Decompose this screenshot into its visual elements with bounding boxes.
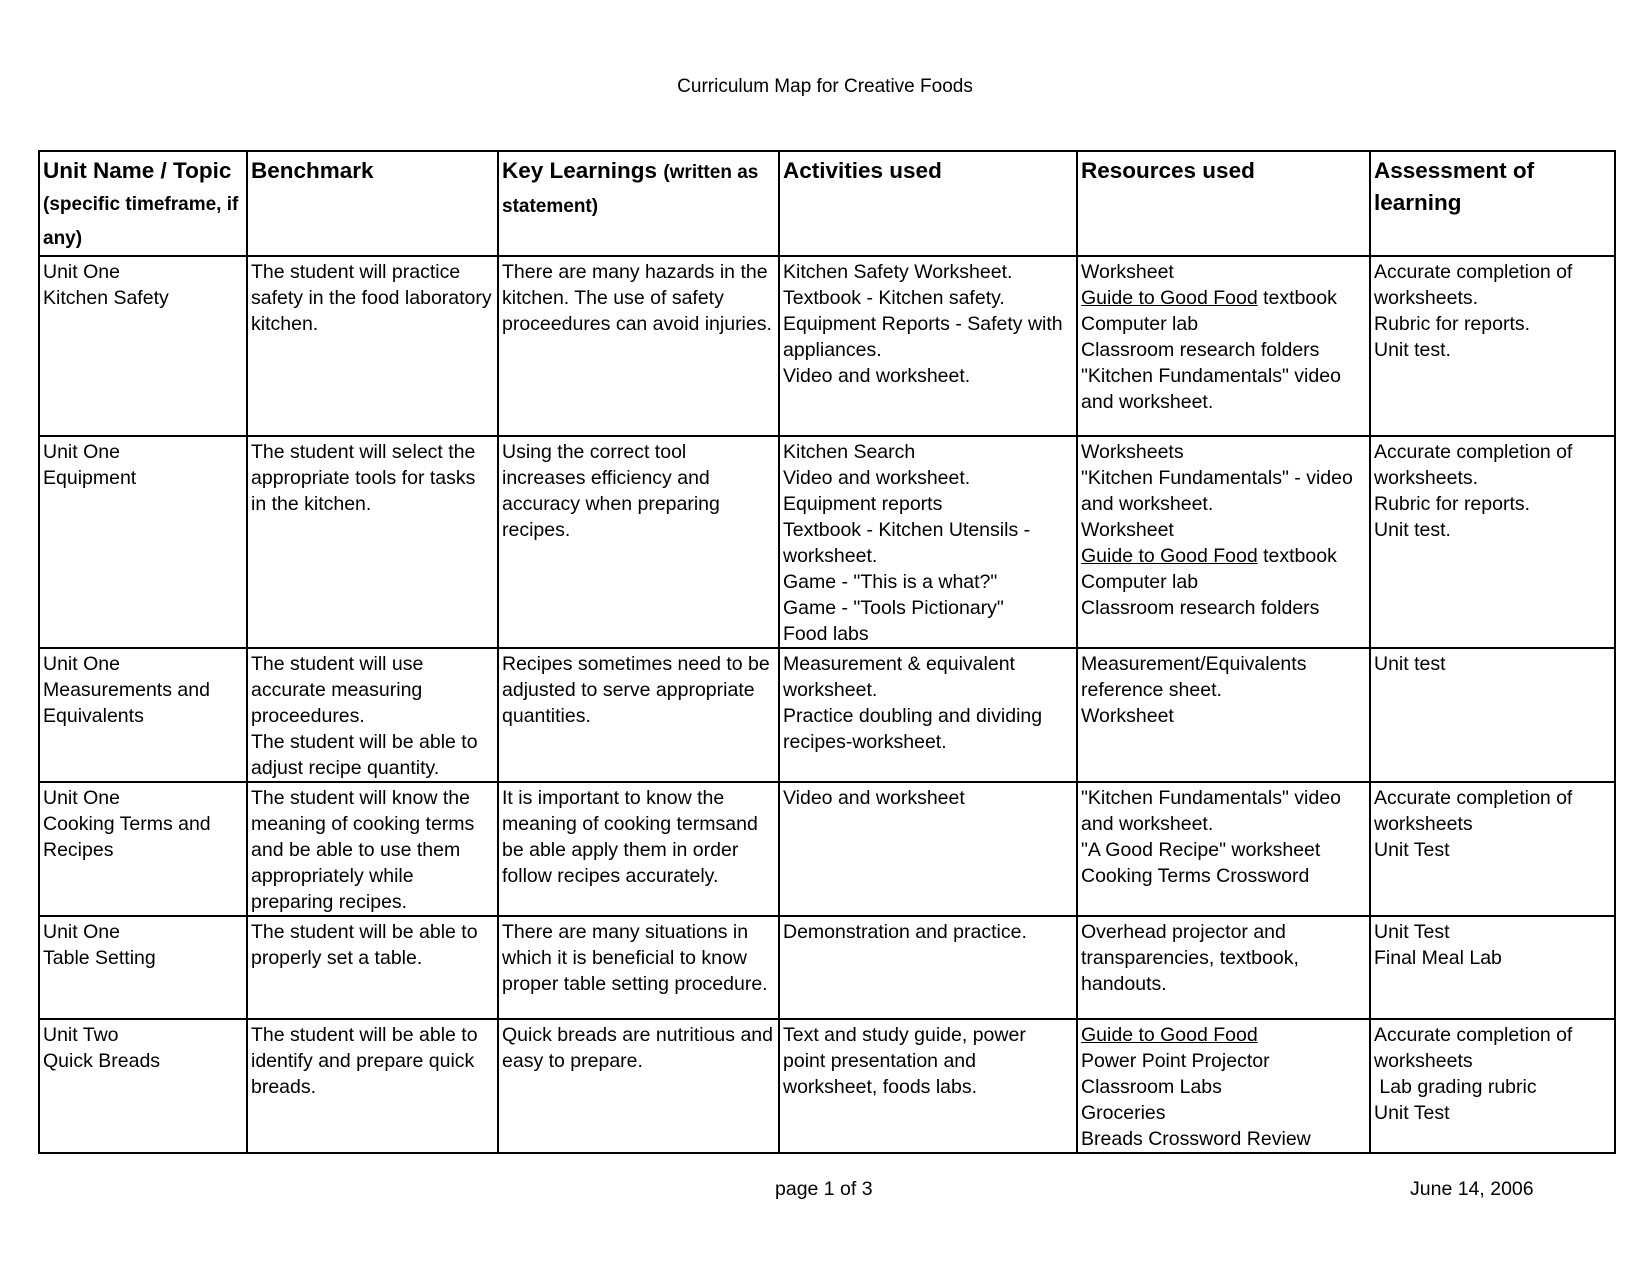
unit-number: Unit One bbox=[43, 441, 120, 463]
cell-key-learnings bbox=[498, 256, 779, 436]
resource-item: Classroom research folders bbox=[1081, 339, 1320, 361]
resource-item: Groceries bbox=[1081, 1102, 1166, 1124]
cell-activities bbox=[779, 256, 1077, 436]
cell-activities bbox=[779, 648, 1077, 782]
header-key-learnings bbox=[498, 151, 779, 256]
header-resources-main: Resources used bbox=[1081, 158, 1255, 183]
cell-resources bbox=[1077, 782, 1370, 916]
resource-item: Computer lab bbox=[1081, 313, 1199, 335]
cell-benchmark bbox=[247, 782, 498, 916]
resource-item bbox=[1081, 285, 1366, 311]
activity-item: Textbook - Kitchen Utensils - worksheet. bbox=[783, 519, 1031, 567]
activity-item: Equipment reports bbox=[783, 493, 943, 515]
resource-item: Worksheets bbox=[1081, 441, 1184, 463]
activity-item: Text and study guide, power point presentation and worksheet, foods labs. bbox=[783, 1024, 1026, 1098]
page-number: page 1 of 3 bbox=[775, 1178, 873, 1200]
cell-resources bbox=[1077, 1019, 1370, 1153]
assessment-item: Unit Test bbox=[1374, 921, 1450, 943]
key-learnings-text: There are many hazards in the kitchen. The use of safety proceedures can avoid injuries. bbox=[502, 261, 772, 335]
key-learnings-text: There are many situations in which it is beneficial to know proper table setting procedure. bbox=[502, 921, 768, 995]
cell-assessment bbox=[1370, 436, 1615, 648]
benchmark-text: The student will be able to adjust recipe quantity. bbox=[251, 731, 478, 779]
resource-item: Overhead projector and transparencies, textbook, handouts. bbox=[1081, 921, 1299, 995]
resource-item: Worksheet bbox=[1081, 519, 1174, 541]
cell-key-learnings bbox=[498, 648, 779, 782]
resource-item: Cooking Terms Crossword bbox=[1081, 865, 1310, 887]
resource-item: Power Point Projector bbox=[1081, 1050, 1270, 1072]
benchmark-text: The student will use accurate measuring proceedures. bbox=[251, 653, 424, 727]
table-header-row bbox=[39, 151, 1615, 256]
unit-topic: Table Setting bbox=[43, 947, 156, 969]
activity-item: Kitchen Search bbox=[783, 441, 916, 463]
cell-unit bbox=[39, 782, 247, 916]
cell-benchmark bbox=[247, 648, 498, 782]
header-unit-name-note: (specific timeframe, if any) bbox=[43, 194, 239, 249]
activity-item: Equipment Reports - Safety with appliances. bbox=[783, 313, 1063, 361]
header-unit-name-main: Unit Name / Topic bbox=[43, 158, 232, 183]
activity-item: Textbook - Kitchen safety. bbox=[783, 287, 1005, 309]
key-learnings-text: Using the correct tool increases efficiency and accuracy when preparing recipes. bbox=[502, 441, 720, 541]
assessment-item: Final Meal Lab bbox=[1374, 947, 1502, 969]
assessment-item: Lab grading rubric bbox=[1374, 1076, 1537, 1098]
resource-item: "Kitchen Fundamentals" video and worksheet. bbox=[1081, 787, 1341, 835]
cell-resources bbox=[1077, 916, 1370, 1019]
cell-activities bbox=[779, 916, 1077, 1019]
curriculum-table bbox=[38, 150, 1616, 1154]
cell-key-learnings bbox=[498, 1019, 779, 1153]
activity-item: Food labs bbox=[783, 623, 869, 645]
unit-topic: Cooking Terms and Recipes bbox=[43, 813, 211, 861]
key-learnings-text: Quick breads are nutritious and easy to prepare. bbox=[502, 1024, 773, 1072]
unit-number: Unit One bbox=[43, 261, 120, 283]
cell-key-learnings bbox=[498, 782, 779, 916]
book-suffix: textbook bbox=[1257, 545, 1337, 567]
cell-unit bbox=[39, 1019, 247, 1153]
book-title: Guide to Good Food bbox=[1081, 545, 1258, 567]
assessment-item: Unit test bbox=[1374, 653, 1446, 675]
table-row-equipment bbox=[39, 436, 1615, 648]
cell-assessment bbox=[1370, 1019, 1615, 1153]
resource-item bbox=[1081, 543, 1366, 569]
header-activities-main: Activities used bbox=[783, 158, 942, 183]
cell-benchmark bbox=[247, 436, 498, 648]
assessment-item: Unit test. bbox=[1374, 339, 1451, 361]
table-row-kitchen-safety bbox=[39, 256, 1615, 436]
resource-item: Worksheet bbox=[1081, 705, 1174, 727]
resource-item: Classroom research folders bbox=[1081, 597, 1320, 619]
cell-activities bbox=[779, 436, 1077, 648]
activity-item: Game - "Tools Pictionary" bbox=[783, 597, 1004, 619]
cell-assessment bbox=[1370, 648, 1615, 782]
activity-item: Video and worksheet. bbox=[783, 467, 971, 489]
assessment-item: Rubric for reports. bbox=[1374, 493, 1531, 515]
cell-activities bbox=[779, 1019, 1077, 1153]
unit-number: Unit Two bbox=[43, 1024, 119, 1046]
cell-unit bbox=[39, 256, 247, 436]
benchmark-text: The student will know the meaning of cooking terms and be able to use them appropriately while preparing recipes. bbox=[251, 787, 475, 913]
document-date: June 14, 2006 bbox=[1410, 1178, 1534, 1200]
book-title: Guide to Good Food bbox=[1081, 287, 1258, 309]
assessment-item: Accurate completion of worksheets. bbox=[1374, 441, 1573, 489]
header-assessment bbox=[1370, 151, 1615, 256]
assessment-item: Unit test. bbox=[1374, 519, 1451, 541]
book-suffix: textbook bbox=[1257, 287, 1337, 309]
table-row-measurements bbox=[39, 648, 1615, 782]
table-row-table-setting bbox=[39, 916, 1615, 1019]
header-resources bbox=[1077, 151, 1370, 256]
table-row-quick-breads bbox=[39, 1019, 1615, 1153]
cell-benchmark bbox=[247, 916, 498, 1019]
resource-item: Classroom Labs bbox=[1081, 1076, 1222, 1098]
assessment-item: Unit Test bbox=[1374, 1102, 1450, 1124]
key-learnings-text: Recipes sometimes need to be adjusted to serve appropriate quantities. bbox=[502, 653, 770, 727]
activity-item: Practice doubling and dividing recipes-worksheet. bbox=[783, 705, 1043, 753]
activity-item: Game - "This is a what?" bbox=[783, 571, 998, 593]
cell-resources bbox=[1077, 648, 1370, 782]
document-title: Curriculum Map for Creative Foods bbox=[677, 76, 973, 97]
assessment-item: Accurate completion of worksheets bbox=[1374, 787, 1573, 835]
benchmark-text: The student will be able to properly set a table. bbox=[251, 921, 478, 969]
activity-item: Video and worksheet bbox=[783, 787, 965, 809]
resource-item: Guide to Good Food bbox=[1081, 1024, 1258, 1046]
unit-topic: Kitchen Safety bbox=[43, 287, 169, 309]
unit-topic: Equipment bbox=[43, 467, 137, 489]
cell-benchmark bbox=[247, 256, 498, 436]
key-learnings-text: It is important to know the meaning of cooking termsand be able apply them in order follow recipes accurately. bbox=[502, 787, 758, 887]
cell-activities bbox=[779, 782, 1077, 916]
activity-item: Demonstration and practice. bbox=[783, 921, 1027, 943]
header-activities bbox=[779, 151, 1077, 256]
resource-item: "Kitchen Fundamentals" - video and worksheet. bbox=[1081, 467, 1353, 515]
resource-item: Measurement/Equivalents reference sheet. bbox=[1081, 653, 1307, 701]
cell-unit bbox=[39, 648, 247, 782]
assessment-item: Accurate completion of worksheets. bbox=[1374, 261, 1573, 309]
cell-resources bbox=[1077, 256, 1370, 436]
resource-item: Computer lab bbox=[1081, 571, 1199, 593]
activity-item: Measurement & equivalent worksheet. bbox=[783, 653, 1015, 701]
resource-item: Worksheet bbox=[1081, 261, 1174, 283]
resource-item: Breads Crossword Review bbox=[1081, 1128, 1311, 1150]
resource-item: "A Good Recipe" worksheet bbox=[1081, 839, 1321, 861]
header-benchmark bbox=[247, 151, 498, 256]
unit-number: Unit One bbox=[43, 653, 120, 675]
header-key-learnings-main: Key Learnings bbox=[502, 158, 658, 183]
unit-number: Unit One bbox=[43, 921, 120, 943]
cell-key-learnings bbox=[498, 916, 779, 1019]
unit-topic: Quick Breads bbox=[43, 1050, 161, 1072]
unit-number: Unit One bbox=[43, 787, 120, 809]
cell-unit bbox=[39, 916, 247, 1019]
cell-resources bbox=[1077, 436, 1370, 648]
resource-item: "Kitchen Fundamentals" video and worksheet. bbox=[1081, 365, 1341, 413]
cell-assessment bbox=[1370, 916, 1615, 1019]
header-unit-name bbox=[39, 151, 247, 256]
cell-unit bbox=[39, 436, 247, 648]
benchmark-text: The student will practice safety in the food laboratory kitchen. bbox=[251, 261, 492, 335]
cell-assessment bbox=[1370, 256, 1615, 436]
header-key-learnings-note: (written as statement) bbox=[502, 162, 759, 217]
benchmark-text: The student will select the appropriate tools for tasks in the kitchen. bbox=[251, 441, 476, 515]
activity-item: Video and worksheet. bbox=[783, 365, 971, 387]
cell-assessment bbox=[1370, 782, 1615, 916]
activity-item: Kitchen Safety Worksheet. bbox=[783, 261, 1013, 283]
header-assessment-main: Assessment of learning bbox=[1374, 158, 1535, 215]
assessment-item: Accurate completion of worksheets bbox=[1374, 1024, 1573, 1072]
cell-key-learnings bbox=[498, 436, 779, 648]
assessment-item: Unit Test bbox=[1374, 839, 1450, 861]
assessment-item: Rubric for reports. bbox=[1374, 313, 1531, 335]
benchmark-text: The student will be able to identify and prepare quick breads. bbox=[251, 1024, 478, 1098]
table-row-cooking-terms bbox=[39, 782, 1615, 916]
unit-topic: Measurements and Equivalents bbox=[43, 679, 210, 727]
header-benchmark-main: Benchmark bbox=[251, 158, 374, 183]
cell-benchmark bbox=[247, 1019, 498, 1153]
